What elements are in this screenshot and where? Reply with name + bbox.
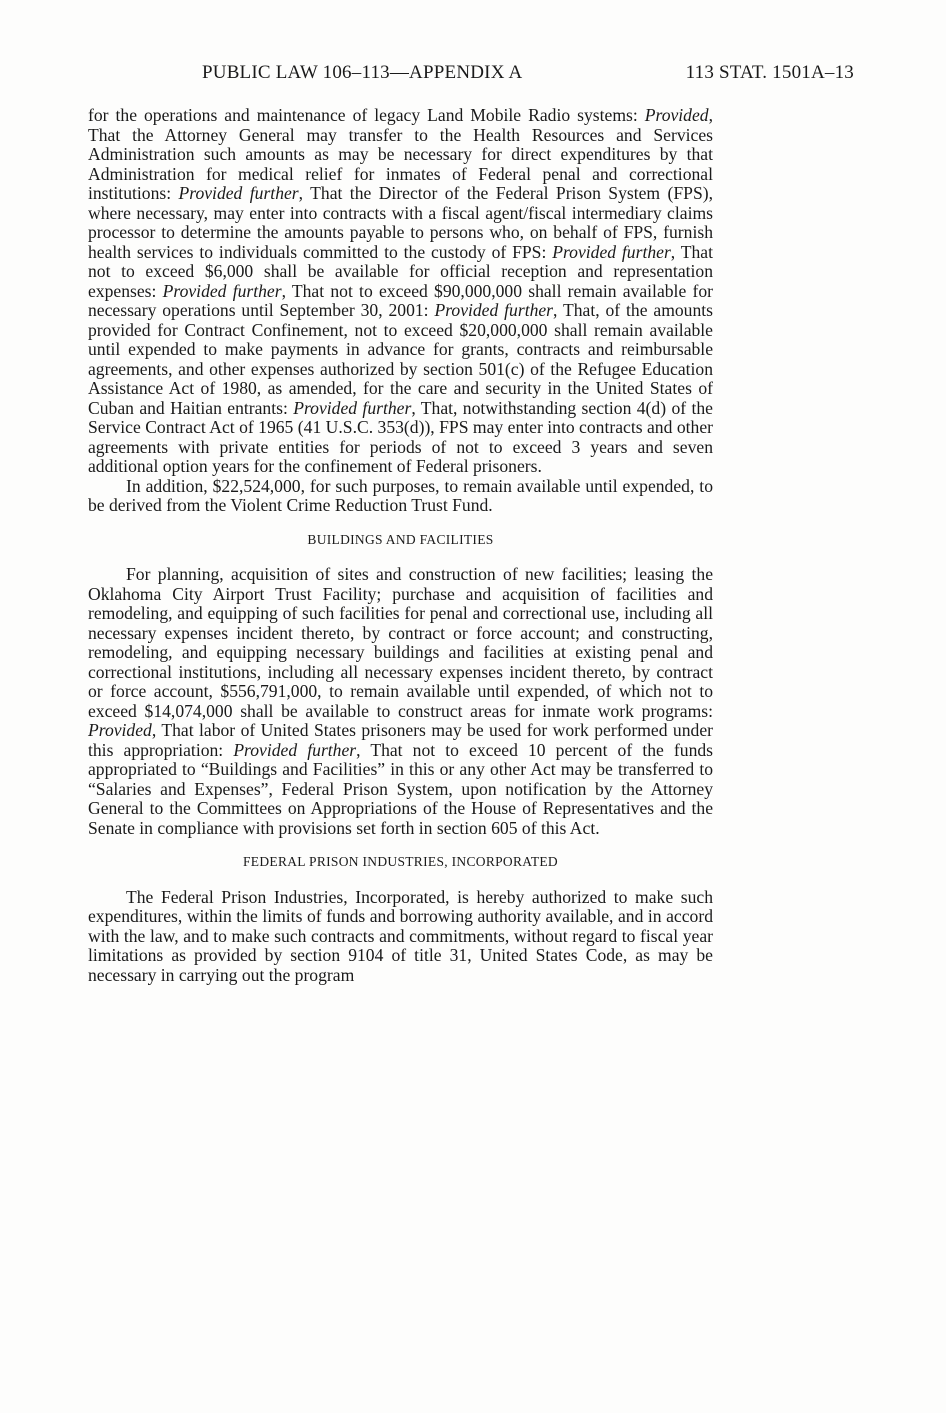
section-heading: BUILDINGS AND FACILITIES: [307, 531, 494, 547]
section-heading: FEDERAL PRISON INDUSTRIES, INCORPORATED: [243, 854, 558, 869]
page-header: [202, 62, 854, 84]
paragraph: The Federal Prison Industries, Incorporated, is hereby authorized to make such expenditures, within the limits of funds and borrowing authority available, and in accord with the law, and to make such contracts and commitments, without regard to fiscal year limitations as provided by section 9104 of title 31, United States Code, as may be necessary in carrying out the program: [88, 886, 713, 985]
statute-citation: 113 STAT. 1501A–13: [685, 62, 854, 83]
paragraph: In addition, $22,524,000, for such purposes, to remain available until expended, to be derived from the Violent Crime Reduction Trust Fund.: [88, 475, 713, 515]
body-text: [88, 106, 713, 985]
running-head: PUBLIC LAW 106–113—APPENDIX A: [202, 62, 523, 83]
paragraph: For planning, acquisition of sites and construction of new facilities; leasing the Oklahoma City Airport Trust Facility; purchase and acquisition of facilities and remodeling, and equipping of such facilities for penal and correctional use, including all necessary expenses incident thereto, by contract or force account; and constructing, remodeling, and equipping necessary buildings and facilities at existing penal and correctional institutions, including all necessary expenses incident thereto, by contract or force account, $556,791,000, to remain available until expended, of which not to exceed $14,074,000 shall be available to construct areas for inmate work programs: Provided, That labor of United States prisoners may be used for work performed under this appropriation: Provided further, That not to exceed 10 percent of the funds appropriated to “Buildings and Facilities” in this or any other Act may be transferred to “Salaries and Expenses”, Federal Prison System, upon notification by the Attorney General to the Committees on Appropriations of the House of Representatives and the Senate in compliance with provisions set forth in section 605 of this Act.: [88, 564, 714, 838]
paragraph: for the operations and maintenance of legacy Land Mobile Radio systems: Provided, That the Attorney General may transfer to the Health Resources and Services Administration such amounts as may be necessary for direct expenditures by that Administration for medical relief for inmates of Federal penal and correctional institutions: Provided further, That the Director of the Federal Prison System (FPS), where necessary, may enter into contracts with a fiscal agent/fiscal intermediary claims processor to determine the amounts payable to persons who, on behalf of FPS, furnish health services to individuals committed to the custody of FPS: Provided further, That not to exceed $6,000 shall be available for official reception and representation expenses: Provided further, That not to exceed $90,000,000 shall remain available for necessary operations until September 30, 2001: Provided further, That, of the amounts provided for Contract Confinement, not to exceed $20,000,000 shall remain available until expended to make payments in advance for grants, contracts and reimbursable agreements, and other expenses authorized by section 501(c) of the Refugee Education Assistance Act of 1980, as amended, for the care and security in the United States of Cuban and Haitian entrants: Provided further, That, notwithstanding section 4(d) of the Service Contract Act of 1965 (41 U.S.C. 353(d)), FPS may enter into contracts and other agreements with private entities for periods of not to exceed 3 years and seven additional option years for the confinement of Federal prisoners.: [88, 105, 714, 476]
